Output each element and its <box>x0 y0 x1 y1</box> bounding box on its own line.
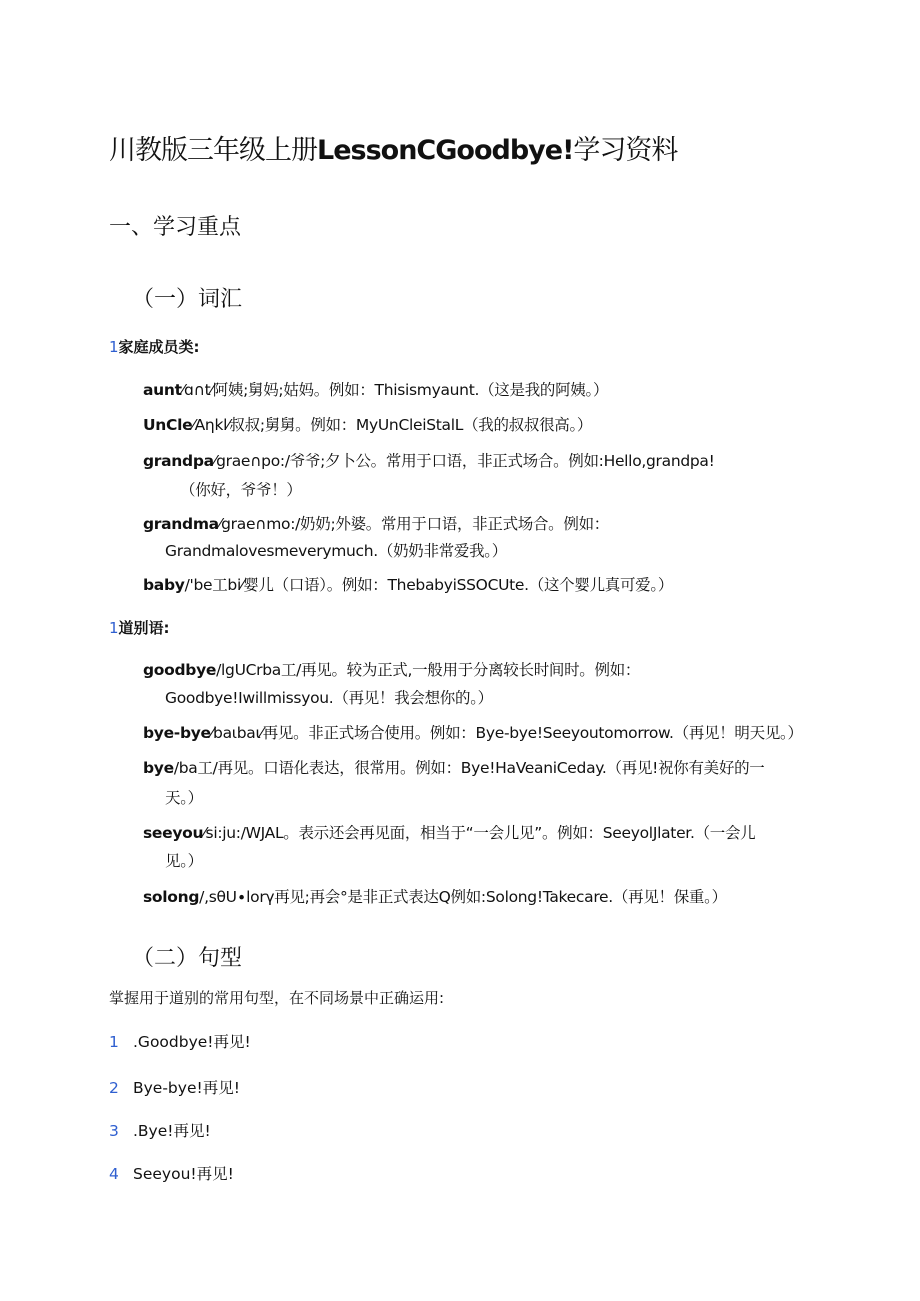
vocab-entry-baby: baby/'be工bi⁄婴儿（口语）。例如：ThebabyiSSOCUte.（这个婴儿真可爱。） <box>143 576 674 594</box>
vocab-entry-bye-cont: 天。） <box>165 789 203 807</box>
subsection-heading-vocabulary: （一）词汇 <box>132 287 243 312</box>
vocab-entry-grandpa-cont: （你好，爷爷！） <box>180 481 302 499</box>
sentence-item: 3 .Bye!再见! <box>109 1122 211 1140</box>
vocab-entry-grandma: grandma⁄grae∩mo:/奶奶;外婆。常用于口语，非正式场合。例如： <box>143 515 609 533</box>
vocab-entry-goodbye-cont: Goodbye!Iwillmissyou.（再见！我会想你的。） <box>165 689 493 707</box>
sentence-item: 4 Seeyou!再见! <box>109 1165 234 1183</box>
category-farewell: 1道别语: <box>109 619 170 637</box>
vocab-entry-grandma-cont: Grandmalovesmeverymuch.（奶奶非常爱我。） <box>165 542 507 560</box>
subsection-heading-sentences: （二）句型 <box>132 946 243 971</box>
sentence-item: 2 Bye-bye!再见! <box>109 1079 240 1097</box>
vocab-entry-solong: solong/,sθU∙lorγ再见;再会°是非正式表达Q例如:Solong!Takecare.（再见！保重。） <box>143 888 727 906</box>
vocab-entry-goodbye: goodbye/lgUCrba工/再见。较为正式,一般用于分离较长时间时。例如： <box>143 661 641 679</box>
vocab-entry-seeyou: seeyou⁄si:ju:/WJAL。表示还会再见面，相当于“一会儿见”。例如：SeeyolJlater.（一会儿 <box>143 824 756 842</box>
sentence-item: 1 .Goodbye!再见! <box>109 1033 251 1051</box>
section-heading-key-points: 一、学习重点 <box>109 215 242 240</box>
vocab-entry-grandpa: grandpa⁄grae∩po:/爷爷;夕卜公。常用于口语，非正式场合。例如:Hello,grandpa! <box>143 452 715 470</box>
vocab-entry-uncle: UnCle⁄Aηkl⁄叔叔;舅舅。例如：MyUnCleiStalL（我的叔叔很高。） <box>143 416 593 434</box>
page-title: 川教版三年级上册LessonCGoodbye!学习资料 <box>109 135 678 166</box>
vocab-entry-aunt: aunt⁄ɑ∩t⁄阿姨;舅妈;姑妈。例如：Thisismyaunt.（这是我的阿姨。） <box>143 381 609 399</box>
vocab-entry-seeyou-cont: 见。） <box>165 852 203 870</box>
vocab-entry-bye-bye: bye-bye⁄baιbaι⁄再见。非正式场合使用。例如：Bye-bye!Seeyoutomorrow.（再见！明天见。） <box>143 724 803 742</box>
vocab-entry-bye: bye/ba工/再见。口语化表达，很常用。例如：Bye!HaVeaniCeday.（再见!祝你有美好的一 <box>143 759 765 777</box>
category-family: 1家庭成员类: <box>109 338 200 356</box>
sentence-intro: 掌握用于道别的常用句型，在不同场景中正确运用: <box>109 989 445 1007</box>
